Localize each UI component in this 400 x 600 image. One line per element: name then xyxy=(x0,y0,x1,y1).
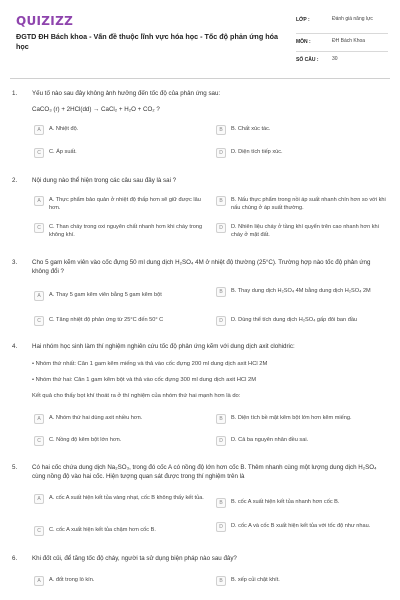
option-text: C. Than cháy trong oxi nguyên chất nhanh hơn khi cháy trong không khí. xyxy=(49,224,203,238)
question-text: Khi đốt củi, để tăng tốc độ cháy, người ta sử dụng biện pháp nào sau đây? xyxy=(32,555,237,562)
option-badge: C xyxy=(34,526,44,536)
question-text: Yếu tố nào sau đây không ảnh hưởng đến tốc độ của phản ứng sau: xyxy=(32,90,221,97)
option-badge: C xyxy=(34,436,44,446)
option-text: A. Nhiệt độ. xyxy=(49,126,79,132)
option-text: D. Nhiên liệu cháy ở tầng khí quyển trên cao nhanh hơn khi cháy ở mặt đất. xyxy=(231,224,379,238)
worksheet-header xyxy=(0,0,400,78)
option-badge: A xyxy=(34,576,44,586)
question-number: 2. xyxy=(12,177,18,184)
meta-value: ĐH Bách Khoa xyxy=(332,38,366,44)
option-c[interactable] xyxy=(34,316,212,330)
option-text: D. Dùng thể tích dung dịch H₂SO₄ gấp đôi ban đầu xyxy=(231,317,358,323)
option-badge: D xyxy=(216,436,226,446)
option-badge: D xyxy=(216,148,226,158)
meta-row-count xyxy=(296,52,388,70)
option-badge: D xyxy=(216,316,226,326)
meta-row-subject xyxy=(296,34,388,52)
option-a[interactable] xyxy=(34,291,212,305)
group-two-note: • Nhóm thứ hai: Cân 1 gam kẽm bột và thả vào cốc đựng 300 ml dung dịch axit HCl 2M xyxy=(32,377,257,383)
option-a[interactable] xyxy=(34,576,212,590)
option-text: C. Áp suất. xyxy=(49,149,77,155)
question-text: Nội dung nào thể hiện trong các câu sau đây là sai ? xyxy=(32,177,177,184)
option-text: D. Diện tích tiếp xúc. xyxy=(231,149,283,155)
option-badge: B xyxy=(216,498,226,508)
question-number: 3. xyxy=(12,259,18,266)
question-number: 6. xyxy=(12,555,18,562)
option-text: A. Thực phẩm bảo quản ở nhiệt độ thấp hơn sẽ giữ được lâu hơn. xyxy=(49,197,201,211)
option-a[interactable] xyxy=(34,196,212,210)
option-badge: B xyxy=(216,125,226,135)
quizizz-logo: QUIZIZZ xyxy=(16,14,74,28)
option-text: A. Thay 5 gam kẽm viên bằng 5 gam kẽm bột xyxy=(49,292,162,298)
option-badge: C xyxy=(34,316,44,326)
option-c[interactable] xyxy=(34,148,212,162)
option-text: B. Thay dung dịch H₂SO₄ 4M bằng dung dịch H₂SO₄ 2M xyxy=(231,288,371,294)
question-text: Cho 5 gam kẽm viên vào cốc đựng 50 ml dung dịch H₂SO₄ 4M ở nhiệt độ thường (25°C). Trường hợp nào tốc độ phản ứng không đổi ? xyxy=(32,259,371,275)
option-b[interactable] xyxy=(216,576,394,590)
option-d[interactable] xyxy=(216,223,394,237)
option-b[interactable] xyxy=(216,196,394,210)
header-divider xyxy=(10,78,390,79)
option-text: A. Nhóm thứ hai dùng axit nhiều hơn. xyxy=(49,415,143,421)
option-b[interactable] xyxy=(216,498,394,512)
option-text: C. Nồng độ kẽm bột lớn hơn. xyxy=(49,437,122,443)
meta-label: LỚP : xyxy=(296,17,310,23)
option-text: A. đốt trong lò kín. xyxy=(49,577,95,583)
option-b[interactable] xyxy=(216,125,394,139)
option-c[interactable] xyxy=(34,526,212,540)
meta-value: Đánh giá năng lực xyxy=(332,16,373,22)
option-text: D. cốc A và cốc B xuất hiện kết tủa với tốc độ như nhau. xyxy=(231,523,371,529)
option-b[interactable] xyxy=(216,287,394,301)
meta-label: MÔN : xyxy=(296,39,311,45)
option-badge: A xyxy=(34,125,44,135)
option-a[interactable] xyxy=(34,494,212,508)
option-badge: B xyxy=(216,414,226,424)
option-badge: A xyxy=(34,414,44,424)
group-one-note: • Nhóm thứ nhất: Cân 1 gam kẽm miếng và thả vào cốc đựng 200 ml dung dịch axit HCl 2M xyxy=(32,361,268,367)
option-badge: C xyxy=(34,223,44,233)
option-text: B. Nấu thực phẩm trong nồi áp suất nhanh chín hơn so với khi nấu chúng ở áp suất thường. xyxy=(231,197,386,211)
option-badge: C xyxy=(34,148,44,158)
option-text: D. Cả ba nguyên nhân đều sai. xyxy=(231,437,309,443)
option-text: B. Diện tích bề mặt kẽm bột lớn hơn kẽm miếng. xyxy=(231,415,352,421)
option-d[interactable] xyxy=(216,436,394,450)
meta-row-class xyxy=(296,12,388,34)
option-badge: D xyxy=(216,522,226,532)
meta-value: 30 xyxy=(332,56,338,62)
result-note: Kết quả cho thấy bọt khí thoát ra ở thí nghiệm của nhóm thứ hai mạnh hơn là do: xyxy=(32,393,241,399)
option-a[interactable] xyxy=(34,414,212,428)
option-badge: B xyxy=(216,576,226,586)
option-text: B. xếp củi chặt khít. xyxy=(231,577,280,583)
question-text: Hai nhóm học sinh làm thí nghiệm nghiên cứu tốc độ phản ứng kẽm với dung dịch axit clohidric: xyxy=(32,343,295,350)
option-badge: A xyxy=(34,494,44,504)
option-badge: D xyxy=(216,223,226,233)
option-d[interactable] xyxy=(216,148,394,162)
meta-label: SỐ CÂU : xyxy=(296,57,319,63)
option-c[interactable] xyxy=(34,223,212,237)
worksheet-title: ĐGTD ĐH Bách khoa - Vấn đề thuộc lĩnh vực hóa học - Tốc độ phản ứng hóa học xyxy=(16,32,278,51)
worksheet-meta xyxy=(296,12,388,70)
option-badge: B xyxy=(216,287,226,297)
option-badge: A xyxy=(34,291,44,301)
reaction-equation: CaCO₃ (r) + 2HCl(dd) → CaCl₂ + H₂O + CO₂ ? xyxy=(32,106,160,113)
question-text: Có hai cốc chứa dung dịch Na₂SO₃, trong đó cốc A có nồng độ lớn hơn cốc B. Thêm nhanh cùng một lượng dung dịch H₂SO₄ cùng nồng độ vào hai cốc. Hiện tượng quan sát được trong thí nghiệm trên là xyxy=(32,464,377,480)
option-text: A. cốc A xuất hiện kết tủa vàng nhạt, cốc B không thấy kết tủa. xyxy=(49,495,204,501)
question-number: 5. xyxy=(12,464,18,471)
option-badge: A xyxy=(34,196,44,206)
option-c[interactable] xyxy=(34,436,212,450)
option-d[interactable] xyxy=(216,522,394,536)
option-text: C. Tăng nhiệt độ phản ứng từ 25°C đến 50° C xyxy=(49,317,164,323)
option-d[interactable] xyxy=(216,316,394,330)
option-badge: B xyxy=(216,196,226,206)
option-text: C. cốc A xuất hiện kết tủa chậm hơn cốc B. xyxy=(49,527,156,533)
option-text: B. Chất xúc tác. xyxy=(231,126,271,132)
question-number: 1. xyxy=(12,90,18,97)
option-b[interactable] xyxy=(216,414,394,428)
option-a[interactable] xyxy=(34,125,212,139)
option-text: B. cốc A xuất hiện kết tủa nhanh hơn cốc B. xyxy=(231,499,340,505)
question-number: 4. xyxy=(12,343,18,350)
